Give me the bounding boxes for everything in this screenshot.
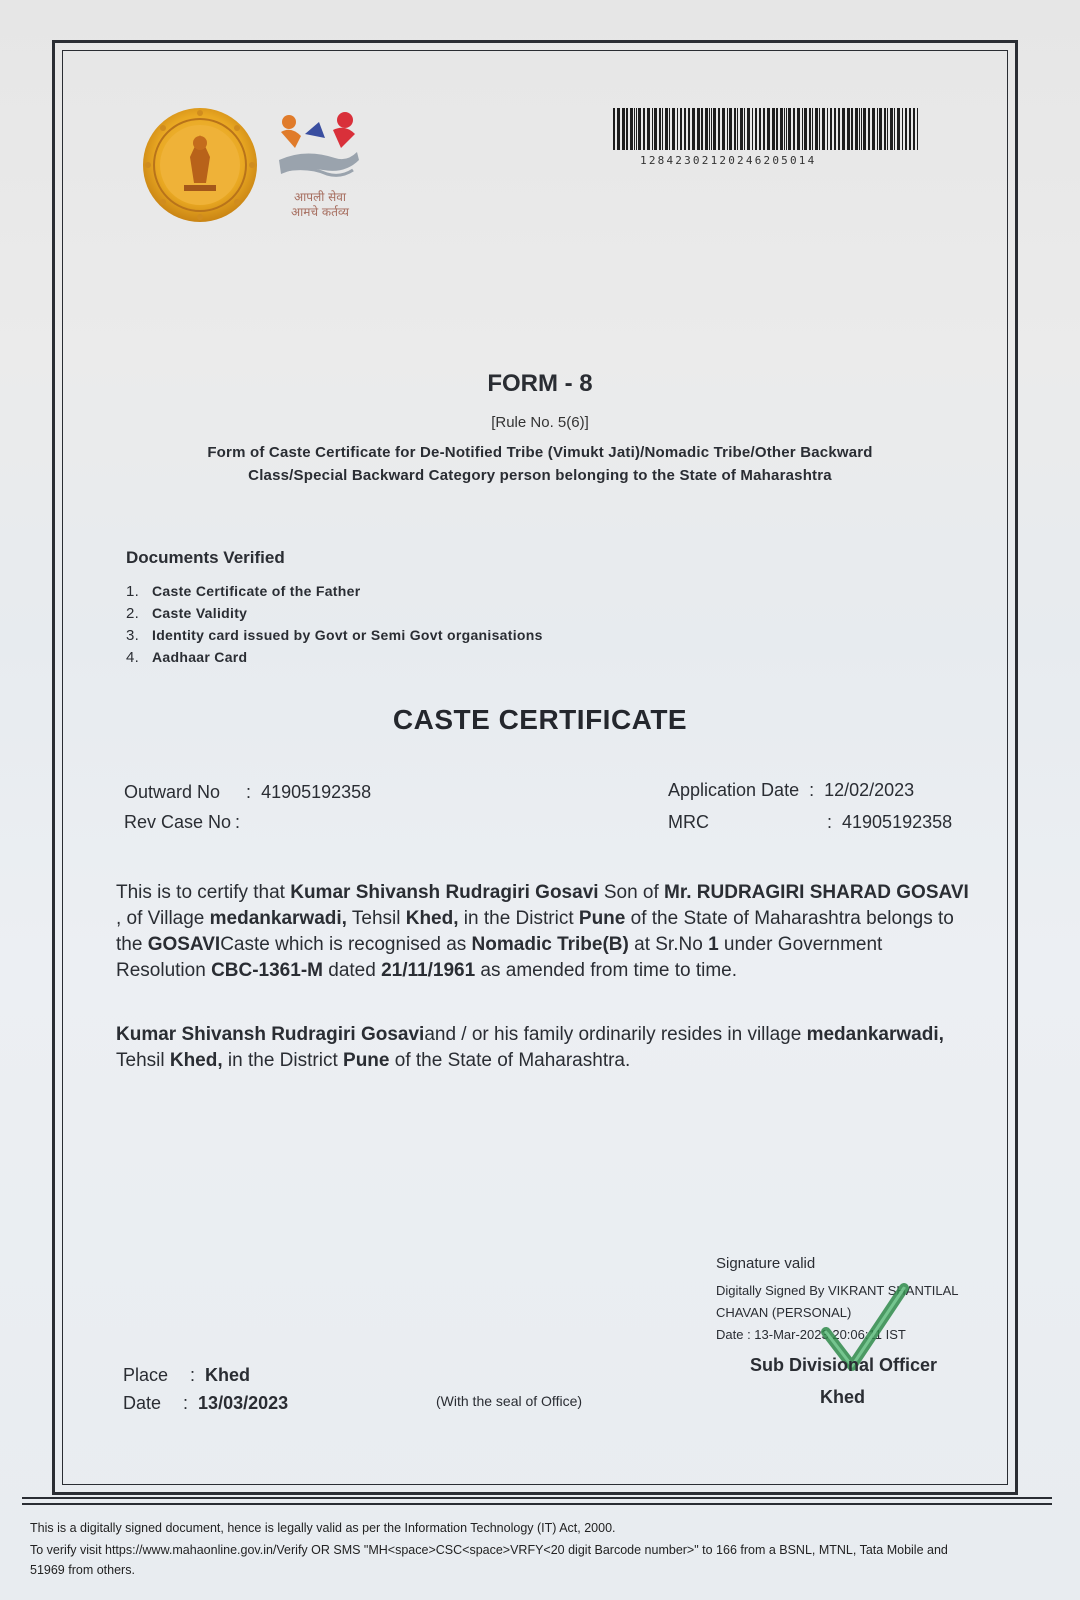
date-label: Date — [123, 1393, 162, 1413]
officer-title: Sub Divisional Officer — [750, 1355, 938, 1375]
mrc-field: MRC : 41905192358 — [668, 812, 953, 832]
barcode-number: 12842302120246205014 — [640, 154, 817, 167]
list-item-label: Caste Validity — [152, 605, 248, 621]
seal-note: (With the seal of Office) — [436, 1393, 583, 1409]
signature-valid-label: Signature valid — [716, 1255, 816, 1272]
footer-verify-note — [30, 1540, 1050, 1580]
place-value: Khed — [205, 1365, 251, 1385]
list-item — [126, 602, 543, 624]
rev-case-field: Rev Case No : — [124, 812, 241, 832]
list-item — [126, 580, 543, 602]
footer-legal-note: This is a digitally signed document, hence is legally valid as per the Information Technology (IT) Act, 2000. — [30, 1521, 616, 1535]
tehsil-name: Khed, — [405, 908, 459, 929]
signature-signer-type: CHAVAN (PERSONAL) — [716, 1305, 852, 1320]
district-name: Pune — [343, 1050, 390, 1071]
list-item — [126, 624, 543, 646]
list-item-number: 2. — [126, 605, 140, 622]
logo-tagline — [270, 190, 370, 220]
list-item-label: Caste Certificate of the Father — [152, 583, 361, 599]
caste-name: GOSAVI — [147, 934, 221, 955]
date-field: Date : 13/03/2023 — [123, 1393, 289, 1413]
resolution-date: 21/11/1961 — [381, 960, 476, 981]
outward-no-field: Outward No : 41905192358 — [124, 782, 372, 802]
list-item-number: 3. — [126, 627, 140, 644]
state-emblem-icon — [140, 105, 260, 225]
outward-no-value: 41905192358 — [261, 782, 372, 802]
applicant-name: Kumar Shivansh Rudragiri Gosavi — [116, 1024, 425, 1045]
place-label: Place — [123, 1365, 169, 1385]
list-item-number: 4. — [126, 649, 140, 666]
documents-list — [126, 580, 543, 668]
form-title: FORM - 8 — [487, 370, 593, 397]
barcode-icon — [613, 108, 918, 150]
aaple-sarkar-logo-icon — [275, 108, 365, 188]
residence-paragraph: Kumar Shivansh Rudragiri Gosaviand / or his family ordinarily resides in village medankarwadi, Tehsil Khed, in the District Pune of the State of Maharashtra. — [116, 1024, 944, 1071]
list-item-label: Identity card issued by Govt or Semi Govt organisations — [152, 627, 543, 643]
form-description — [0, 441, 1080, 487]
father-name: Mr. RUDRAGIRI SHARAD GOSAVI — [664, 882, 969, 903]
list-item-number: 1. — [126, 583, 140, 600]
place-field: Place : Khed — [123, 1365, 251, 1385]
documents-heading: Documents Verified — [126, 548, 285, 567]
application-date-field: Application Date : 12/02/2023 — [668, 780, 915, 800]
outward-no-label: Outward No — [124, 782, 221, 802]
applicant-name: Kumar Shivansh Rudragiri Gosavi — [290, 882, 599, 903]
village-name: medankarwadi, — [209, 908, 347, 929]
officer-place: Khed — [820, 1387, 865, 1407]
village-name: medankarwadi, — [806, 1024, 944, 1045]
rule-number: [Rule No. 5(6)] — [491, 414, 589, 431]
application-date-label: Application Date — [668, 780, 800, 800]
tehsil-name: Khed, — [169, 1050, 223, 1071]
certification-paragraph: This is to certify that Kumar Shivansh Rudragiri Gosavi Son of Mr. RUDRAGIRI SHARAD GOSAVI , of Village medankarwadi, Tehsil Khed, in the District Pune of the State of Maharashtra belongs to the GOSAVICaste which is recognised as Nomadic Tribe(B) at Sr.No 1 under Government Resolution CBC-1361-M dated 21/11/1961 as amended from time to time. — [116, 882, 969, 981]
caste-category: Nomadic Tribe(B) — [471, 934, 629, 955]
resolution-number: CBC-1361-M — [211, 960, 323, 981]
application-date-value: 12/02/2023 — [824, 780, 915, 800]
form-description-line-1: Form of Caste Certificate for De-Notified Tribe (Vimukt Jati)/Nomadic Tribe/Other Backward — [207, 444, 873, 461]
signature-date: Date : 13-Mar-2023 20:06:11 IST — [716, 1327, 906, 1342]
mrc-label: MRC — [668, 812, 709, 832]
footer-verify-line-1: To verify visit https://www.mahaonline.gov.in/Verify OR SMS "MH<space>CSC<space>VRFY<20 digit Barcode number>" to 166 from a BSNL, MTNL, Tata Mobile and — [30, 1543, 948, 1557]
mrc-value: 41905192358 — [842, 812, 953, 832]
serial-number: 1 — [708, 934, 719, 955]
tagline-line-2: आमचे कर्तव्य — [291, 205, 349, 219]
rev-case-label: Rev Case No — [124, 812, 232, 832]
bottom-rule-2 — [22, 1503, 1052, 1505]
signature-signer: Digitally Signed By VIKRANT SHANTILAL — [716, 1283, 959, 1298]
footer-verify-line-2: 51969 from others. — [30, 1563, 135, 1577]
tagline-line-1: आपली सेवा — [293, 190, 347, 204]
district-name: Pune — [578, 908, 626, 929]
certificate-title: CASTE CERTIFICATE — [392, 704, 688, 735]
list-item — [126, 646, 543, 668]
list-item-label: Aadhaar Card — [152, 649, 248, 665]
date-value: 13/03/2023 — [198, 1393, 289, 1413]
bottom-rule-1 — [22, 1497, 1052, 1499]
form-description-line-2: Class/Special Backward Category person belonging to the State of Maharashtra — [248, 467, 832, 484]
